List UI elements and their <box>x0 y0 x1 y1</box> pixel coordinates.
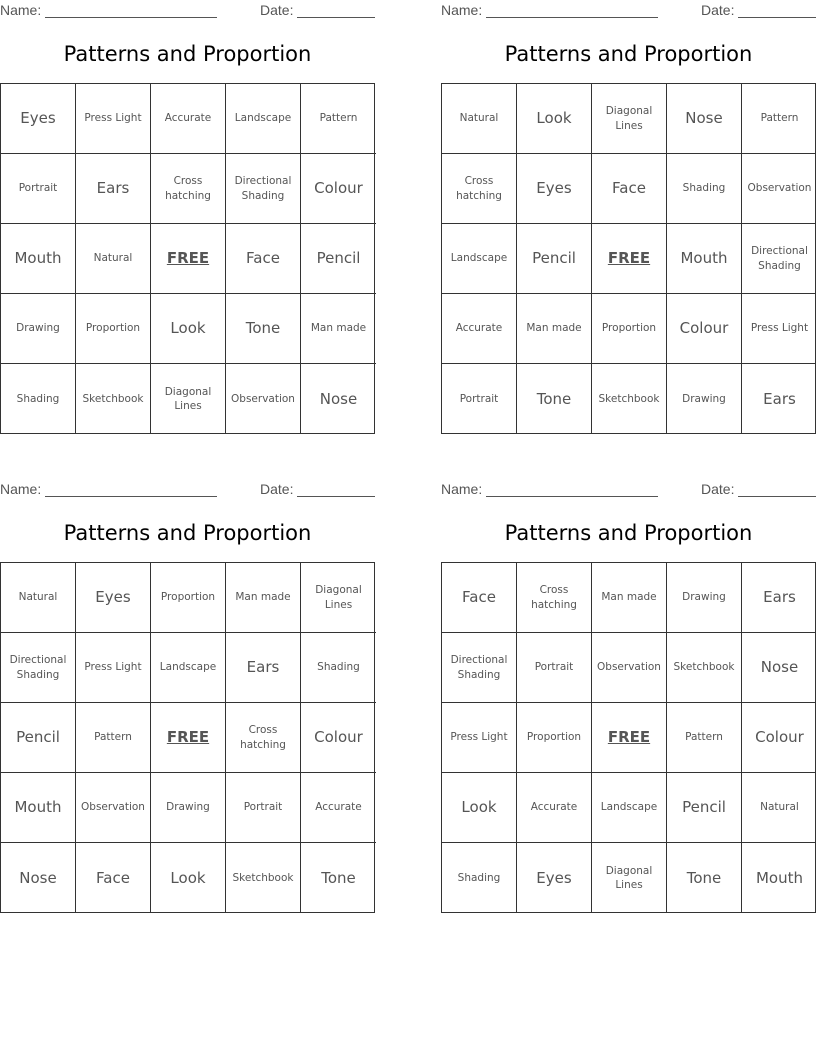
bingo-cell: Ears <box>742 563 816 633</box>
bingo-cell: Natural <box>742 773 816 843</box>
bingo-cell: Diagonal Lines <box>592 843 667 913</box>
bingo-cell: Tone <box>517 364 592 434</box>
bingo-cell: Press Light <box>742 294 816 364</box>
bingo-cell: Face <box>592 154 667 224</box>
bingo-grid <box>0 83 375 434</box>
bingo-cell: Ears <box>226 633 301 703</box>
bingo-grid <box>0 562 375 913</box>
bingo-cell: Eyes <box>517 154 592 224</box>
bingo-cell: Directional Shading <box>226 154 301 224</box>
bingo-cell: Face <box>76 843 151 913</box>
bingo-cell: Pencil <box>1 703 76 773</box>
bingo-cell: Pattern <box>301 84 376 154</box>
bingo-cell: Shading <box>667 154 742 224</box>
bingo-cell: Man made <box>226 563 301 633</box>
bingo-cell: Tone <box>667 843 742 913</box>
bingo-cell: Natural <box>442 84 517 154</box>
bingo-cell: Directional Shading <box>442 633 517 703</box>
free-cell: FREE <box>151 224 226 294</box>
name-line <box>45 496 217 497</box>
date-line <box>297 17 375 18</box>
bingo-cell: Eyes <box>517 843 592 913</box>
date-label: Date: <box>260 2 294 18</box>
bingo-cell: Proportion <box>76 294 151 364</box>
bingo-cell: Drawing <box>667 364 742 434</box>
bingo-cell: Ears <box>76 154 151 224</box>
bingo-cell: Man made <box>301 294 376 364</box>
bingo-cell: Accurate <box>151 84 226 154</box>
free-cell: FREE <box>151 703 226 773</box>
card-header <box>441 2 816 20</box>
bingo-cell: Portrait <box>517 633 592 703</box>
bingo-cell: Nose <box>742 633 816 703</box>
card-header <box>0 2 375 20</box>
name-label: Name: <box>0 2 42 18</box>
bingo-cell: Pattern <box>742 84 816 154</box>
bingo-cell: Portrait <box>442 364 517 434</box>
date-label: Date: <box>701 481 735 497</box>
bingo-cell: Look <box>151 294 226 364</box>
bingo-cell: Shading <box>1 364 76 434</box>
bingo-cell: Look <box>442 773 517 843</box>
date-line <box>738 496 816 497</box>
bingo-cell: Tone <box>226 294 301 364</box>
name-line <box>45 17 217 18</box>
bingo-cell: Face <box>226 224 301 294</box>
bingo-cell: Press Light <box>442 703 517 773</box>
bingo-cell: Drawing <box>1 294 76 364</box>
name-label: Name: <box>441 2 483 18</box>
bingo-card-1 <box>0 0 375 434</box>
bingo-cell: Portrait <box>226 773 301 843</box>
bingo-cell: Shading <box>442 843 517 913</box>
bingo-cell: Eyes <box>76 563 151 633</box>
bingo-cell: Proportion <box>517 703 592 773</box>
bingo-cell: Nose <box>667 84 742 154</box>
bingo-grid <box>441 83 816 434</box>
bingo-cell: Proportion <box>151 563 226 633</box>
name-line <box>486 17 658 18</box>
date-line <box>297 496 375 497</box>
bingo-cell: Sketchbook <box>76 364 151 434</box>
card-title: Patterns and Proportion <box>504 521 753 545</box>
bingo-cell: Natural <box>76 224 151 294</box>
bingo-cell: Landscape <box>592 773 667 843</box>
bingo-cell: Accurate <box>301 773 376 843</box>
bingo-cell: Ears <box>763 389 796 408</box>
bingo-cell: Drawing <box>151 773 226 843</box>
bingo-cell: Observation <box>742 154 816 224</box>
bingo-cell: Mouth <box>1 773 76 843</box>
card-title: Patterns and Proportion <box>63 521 312 545</box>
bingo-cell: Tone <box>321 868 356 887</box>
bingo-cell: Proportion <box>592 294 667 364</box>
bingo-cell: Pencil <box>301 224 376 294</box>
bingo-cell: Drawing <box>667 563 742 633</box>
card-title: Patterns and Proportion <box>504 42 753 66</box>
bingo-cell: Colour <box>742 703 816 773</box>
bingo-cell: Natural <box>1 563 76 633</box>
name-label: Name: <box>0 481 42 497</box>
bingo-cell: Man made <box>517 294 592 364</box>
bingo-cell: Landscape <box>442 224 517 294</box>
bingo-cell: Landscape <box>151 633 226 703</box>
bingo-cell: Diagonal Lines <box>151 364 226 434</box>
bingo-cell: Cross hatching <box>226 703 301 773</box>
bingo-cell: Directional Shading <box>1 633 76 703</box>
bingo-cell: Accurate <box>517 773 592 843</box>
bingo-cell: Look <box>151 843 226 913</box>
bingo-cell: Diagonal Lines <box>301 563 376 633</box>
bingo-cell: Press Light <box>76 633 151 703</box>
bingo-cell: Face <box>442 563 517 633</box>
free-cell: FREE <box>592 224 667 294</box>
bingo-cell: Colour <box>667 294 742 364</box>
card-header <box>441 481 816 499</box>
bingo-cell: Observation <box>76 773 151 843</box>
bingo-cell: Shading <box>301 633 376 703</box>
name-label: Name: <box>441 481 483 497</box>
bingo-card-4 <box>441 479 816 913</box>
bingo-grid <box>441 562 816 913</box>
bingo-cell: Sketchbook <box>667 633 742 703</box>
bingo-cell: Nose <box>1 843 76 913</box>
name-line <box>486 496 658 497</box>
bingo-cell: Mouth <box>667 224 742 294</box>
bingo-cell: Pattern <box>667 703 742 773</box>
bingo-cell: Cross hatching <box>517 563 592 633</box>
bingo-cell: Observation <box>226 364 301 434</box>
card-title: Patterns and Proportion <box>63 42 312 66</box>
bingo-cell: Mouth <box>755 868 803 887</box>
bingo-cell: Sketchbook <box>226 843 301 913</box>
bingo-cell: Sketchbook <box>592 364 667 434</box>
bingo-cell: Look <box>517 84 592 154</box>
bingo-cell: Press Light <box>76 84 151 154</box>
bingo-cell: Nose <box>319 389 358 408</box>
bingo-cell: Accurate <box>442 294 517 364</box>
bingo-cell: Observation <box>592 633 667 703</box>
bingo-cell: Man made <box>592 563 667 633</box>
bingo-cell: Pattern <box>76 703 151 773</box>
date-label: Date: <box>701 2 735 18</box>
bingo-cell: Pencil <box>667 773 742 843</box>
free-cell: FREE <box>592 703 667 773</box>
bingo-card-3 <box>0 479 375 913</box>
bingo-cell: Colour <box>301 154 376 224</box>
bingo-cell: Portrait <box>1 154 76 224</box>
bingo-cell: Colour <box>301 703 376 773</box>
date-label: Date: <box>260 481 294 497</box>
bingo-card-2 <box>441 0 816 434</box>
card-header <box>0 481 375 499</box>
bingo-cell: Directional Shading <box>742 224 816 294</box>
bingo-cell: Cross hatching <box>442 154 517 224</box>
bingo-cell: Diagonal Lines <box>592 84 667 154</box>
bingo-cell: Mouth <box>1 224 76 294</box>
bingo-cell: Landscape <box>226 84 301 154</box>
bingo-cell: Eyes <box>1 84 76 154</box>
bingo-cell: Pencil <box>517 224 592 294</box>
bingo-cell: Cross hatching <box>151 154 226 224</box>
date-line <box>738 17 816 18</box>
